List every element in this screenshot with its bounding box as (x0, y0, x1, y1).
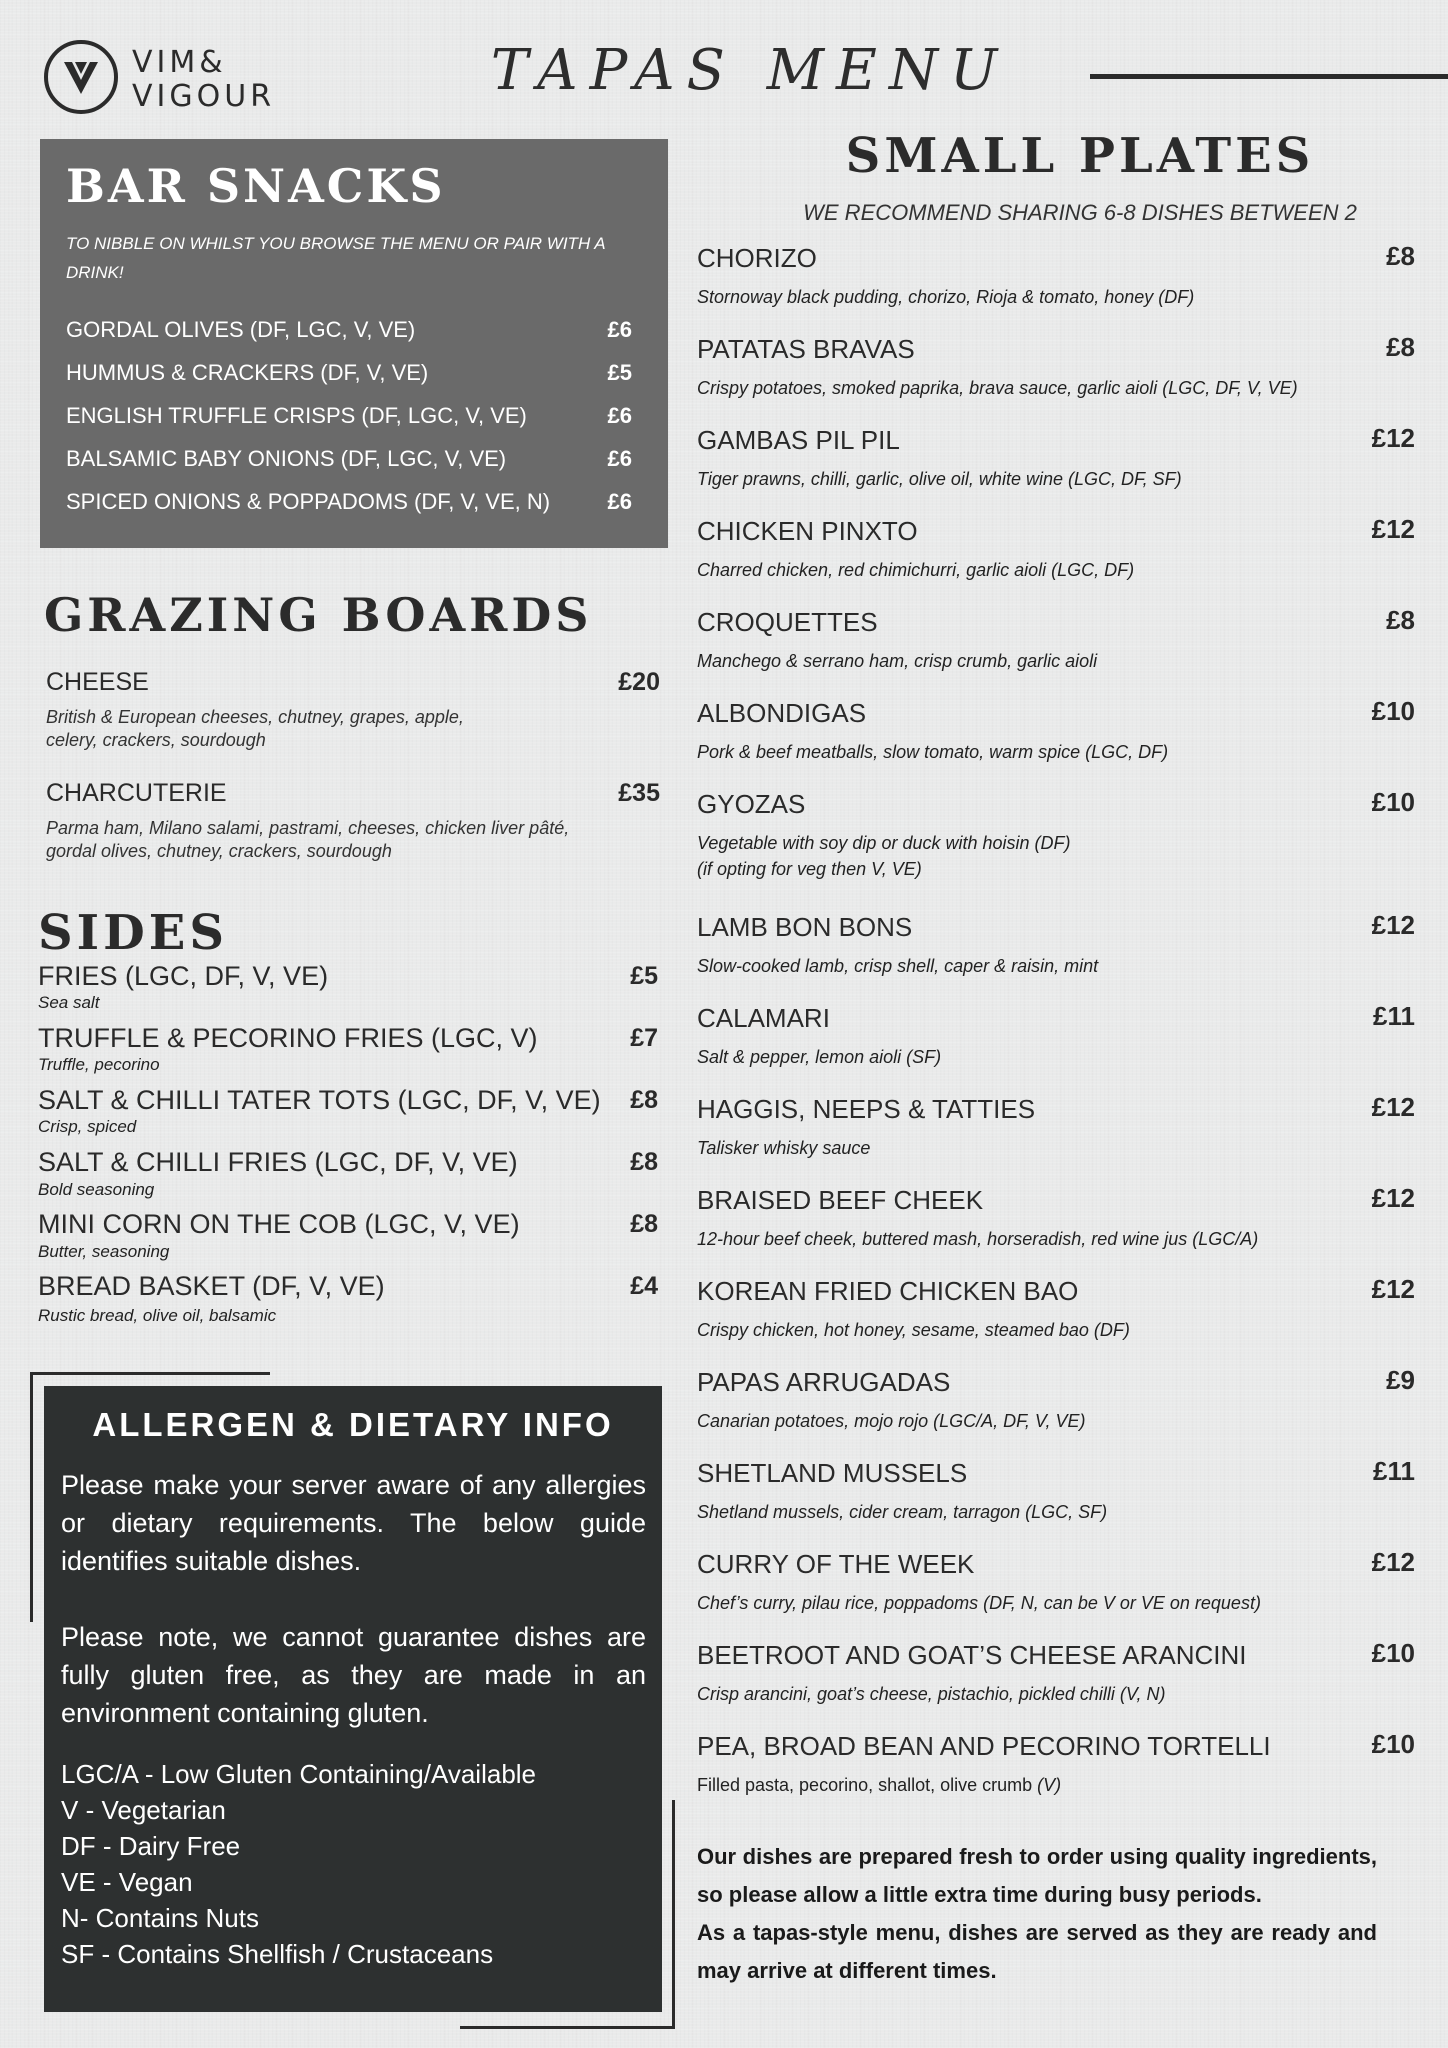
item-desc: Tiger prawns, chilli, garlic, olive oil, white wine (LGC, DF, SF) (697, 469, 1182, 489)
item-name: GAMBAS PIL PIL (697, 425, 900, 455)
item-price: £10 (1371, 696, 1415, 726)
item-desc: Canarian potatoes, mojo rojo (LGC/A, DF, V, VE) (697, 1411, 1086, 1431)
side-item-desc: Sea salt (38, 993, 100, 1012)
allergen-info-panel (44, 1386, 662, 2012)
small-plate-item (697, 243, 1415, 323)
small-plate-item (697, 425, 1415, 505)
small-plate-item (697, 1094, 1415, 1174)
side-item-price: £8 (630, 1086, 658, 1114)
item-price: £6 (607, 317, 632, 342)
small-plate-item (697, 334, 1415, 414)
item-name: GYOZAS (697, 789, 806, 819)
allergen-frame-line (30, 1372, 33, 1622)
item-name: ALBONDIGAS (697, 698, 867, 728)
side-item-desc: Butter, seasoning (38, 1242, 170, 1261)
side-item-price: £5 (630, 962, 658, 990)
logo-emblem-icon (44, 40, 118, 114)
small-plate-item (697, 698, 1415, 778)
bar-snack-item (66, 489, 656, 531)
kitchen-note-paragraph: Our dishes are prepared fresh to order using quality ingredients, so please allow a little extra time during busy periods. (697, 1844, 1377, 1907)
side-item-desc: Truffle, pecorino (38, 1055, 160, 1074)
grazing-item-price: £35 (618, 779, 660, 807)
brand-logo (44, 40, 304, 120)
item-name: PATATAS BRAVAS (697, 334, 915, 364)
grazing-item-desc (46, 706, 464, 752)
item-price: £11 (1373, 1001, 1415, 1031)
item-name: CURRY OF THE WEEK (697, 1549, 975, 1579)
side-item-price: £4 (630, 1272, 658, 1300)
item-desc: Slow-cooked lamb, crisp shell, caper & raisin, mint (697, 956, 1099, 976)
allergen-key-item: VE - Vegan (61, 1867, 193, 1897)
small-plate-item (697, 912, 1415, 992)
side-item-name: TRUFFLE & PECORINO FRIES (LGC, V) (38, 1023, 538, 1053)
item-name: BEETROOT AND GOAT’S CHEESE ARANCINI (697, 1640, 1247, 1670)
small-plate-item (697, 1458, 1415, 1538)
desc-line: gordal olives, chutney, crackers, sourdough (46, 841, 392, 861)
allergen-paragraph: Please note, we cannot guarantee dishes are fully gluten free, as they are made in an environment containing gluten. (61, 1622, 646, 1728)
item-desc: Pork & beef meatballs, slow tomato, warm spice (LGC, DF) (697, 742, 1169, 762)
kitchen-note-paragraph: As a tapas-style menu, dishes are served as they are ready and may arrive at different times. (697, 1920, 1377, 1983)
sides-heading: SIDES (38, 905, 228, 961)
item-price: £8 (1386, 605, 1415, 635)
desc-line: celery, crackers, sourdough (46, 730, 266, 750)
bar-snack-item (66, 360, 656, 402)
allergen-heading: ALLERGEN & DIETARY INFO (92, 1406, 614, 1443)
side-item-name: FRIES (LGC, DF, V, VE) (38, 961, 329, 991)
bar-snack-item (66, 403, 656, 445)
allergen-key-item: V - Vegetarian (61, 1795, 226, 1825)
small-plates-heading: SMALL PLATES (845, 128, 1315, 184)
item-price: £12 (1371, 423, 1415, 453)
item-desc: Stornoway black pudding, chorizo, Rioja & tomato, honey (DF) (697, 287, 1195, 307)
item-price: £6 (607, 403, 632, 428)
small-plate-item (697, 1640, 1415, 1720)
small-plate-item (697, 1549, 1415, 1629)
side-item-desc: Rustic bread, olive oil, balsamic (38, 1306, 277, 1325)
grazing-boards-heading: GRAZING BOARDS (44, 588, 593, 642)
grazing-item-name: CHARCUTERIE (46, 779, 227, 807)
item-desc: Crispy potatoes, smoked paprika, brava sauce, garlic aioli (LGC, DF, V, VE) (697, 378, 1298, 398)
kitchen-note (697, 1838, 1377, 1990)
bar-snacks-panel (40, 139, 668, 548)
item-price: £12 (1371, 514, 1415, 544)
item-desc: Salt & pepper, lemon aioli (SF) (697, 1047, 942, 1067)
side-item-desc: Crisp, spiced (38, 1117, 137, 1136)
item-desc: Crispy chicken, hot honey, sesame, steamed bao (DF) (697, 1320, 1130, 1340)
grazing-item-desc (46, 817, 569, 863)
item-price: £6 (607, 446, 632, 471)
bar-snacks-subtitle: TO NIBBLE ON WHILST YOU BROWSE THE MENU OR PAIR WITH A DRINK! (66, 234, 606, 282)
side-item-name: SALT & CHILLI FRIES (LGC, DF, V, VE) (38, 1147, 518, 1177)
allergen-key-item: LGC/A - Low Gluten Containing/Available (61, 1759, 537, 1789)
item-name: KOREAN FRIED CHICKEN BAO (697, 1276, 1079, 1306)
small-plate-item (697, 1276, 1415, 1356)
item-price: £9 (1386, 1365, 1415, 1395)
item-desc: Manchego & serrano ham, crisp crumb, garlic aioli (697, 651, 1098, 671)
small-plates-subtitle: WE RECOMMEND SHARING 6-8 DISHES BETWEEN 2 (803, 200, 1357, 225)
side-item-name: MINI CORN ON THE COB (LGC, V, VE) (38, 1209, 520, 1239)
item-name: SHETLAND MUSSELS (697, 1458, 968, 1488)
item-price: £8 (1386, 241, 1415, 271)
item-desc (697, 1769, 1061, 1801)
page-title: TAPAS MENU (490, 38, 1010, 103)
item-price: £12 (1371, 1274, 1415, 1304)
item-price: £12 (1371, 1092, 1415, 1122)
item-name: CHICKEN PINXTO (697, 516, 918, 546)
allergen-frame-line (460, 2026, 675, 2029)
item-name: SPICED ONIONS & POPPADOMS (DF, V, VE, N) (66, 489, 551, 514)
grazing-item-name: CHEESE (46, 668, 149, 696)
item-name: HAGGIS, NEEPS & TATTIES (697, 1094, 1036, 1124)
logo-line-2: VIGOUR (132, 79, 276, 114)
item-desc: Talisker whisky sauce (697, 1138, 871, 1158)
item-name: PEA, BROAD BEAN AND PECORINO TORTELLI (697, 1731, 1271, 1761)
item-price: £10 (1371, 1729, 1415, 1759)
item-desc-tag: (V) (1037, 1775, 1062, 1795)
side-item-price: £8 (630, 1148, 658, 1176)
small-plate-item (697, 516, 1415, 596)
allergen-key-list (61, 1756, 536, 1972)
item-price: £8 (1386, 332, 1415, 362)
grazing-item-price: £20 (618, 668, 660, 696)
item-desc-text: Filled pasta, pecorino, shallot, olive crumb (697, 1775, 1038, 1795)
item-name: GORDAL OLIVES (DF, LGC, V, VE) (66, 317, 416, 342)
item-desc: Vegetable with soy dip or duck with hoisin (DF) (697, 833, 1071, 853)
item-price: £10 (1371, 1638, 1415, 1668)
small-plate-item (697, 607, 1415, 687)
item-price: £12 (1371, 1547, 1415, 1577)
item-price: £5 (607, 360, 632, 385)
item-desc: Shetland mussels, cider cream, tarragon (LGC, SF) (697, 1502, 1108, 1522)
item-desc: 12-hour beef cheek, buttered mash, horseradish, red wine jus (LGC/A) (697, 1229, 1259, 1249)
small-plate-item (697, 1731, 1415, 1811)
desc-line: British & European cheeses, chutney, grapes, apple, (46, 707, 464, 727)
allergen-key-item: DF - Dairy Free (61, 1831, 241, 1861)
small-plate-item (697, 1185, 1415, 1265)
allergen-frame-line (30, 1372, 270, 1375)
item-name: CALAMARI (697, 1003, 830, 1033)
item-price: £11 (1373, 1456, 1415, 1486)
item-price: £12 (1371, 910, 1415, 940)
item-name: CHORIZO (697, 243, 817, 273)
bar-snack-item (66, 317, 656, 359)
item-name: HUMMUS & CRACKERS (DF, V, VE) (66, 360, 429, 385)
allergen-key-item: SF - Contains Shellfish / Crustaceans (61, 1939, 494, 1969)
item-price: £6 (607, 489, 632, 514)
desc-line: Parma ham, Milano salami, pastrami, cheeses, chicken liver pâté, (46, 818, 570, 838)
side-item-name: SALT & CHILLI TATER TOTS (LGC, DF, V, VE) (38, 1085, 601, 1115)
side-item-name: BREAD BASKET (DF, V, VE) (38, 1271, 385, 1301)
title-divider (1090, 74, 1448, 79)
item-desc-note: (if opting for veg then V, VE) (697, 859, 922, 879)
side-item-price: £8 (630, 1210, 658, 1238)
item-desc: Crisp arancini, goat’s cheese, pistachio, pickled chilli (V, N) (697, 1684, 1166, 1704)
item-price: £10 (1371, 787, 1415, 817)
small-plate-item (697, 1003, 1415, 1083)
logo-line-1: VIM& (132, 45, 227, 80)
side-item-price: £7 (630, 1024, 658, 1052)
item-name: ENGLISH TRUFFLE CRISPS (DF, LGC, V, VE) (66, 403, 527, 428)
side-item-desc: Bold seasoning (38, 1180, 155, 1199)
item-name: BRAISED BEEF CHEEK (697, 1185, 984, 1215)
item-name: PAPAS ARRUGADAS (697, 1367, 951, 1397)
item-desc: Charred chicken, red chimichurri, garlic aioli (LGC, DF) (697, 560, 1135, 580)
allergen-frame-line (672, 1800, 675, 2028)
item-name: BALSAMIC BABY ONIONS (DF, LGC, V, VE) (66, 446, 507, 471)
bar-snacks-heading: BAR SNACKS (66, 159, 446, 213)
item-price: £12 (1371, 1183, 1415, 1213)
item-name: CROQUETTES (697, 607, 878, 637)
item-desc: Chef’s curry, pilau rice, poppadoms (DF, N, can be V or VE on request) (697, 1593, 1261, 1613)
small-plate-item (697, 1367, 1415, 1447)
item-name: LAMB BON BONS (697, 912, 913, 942)
allergen-key-item: N- Contains Nuts (61, 1903, 259, 1933)
small-plate-item (697, 789, 1415, 889)
allergen-paragraph: Please make your server aware of any allergies or dietary requirements. The below guide identifies suitable dishes. (61, 1470, 646, 1576)
bar-snack-item (66, 446, 656, 488)
